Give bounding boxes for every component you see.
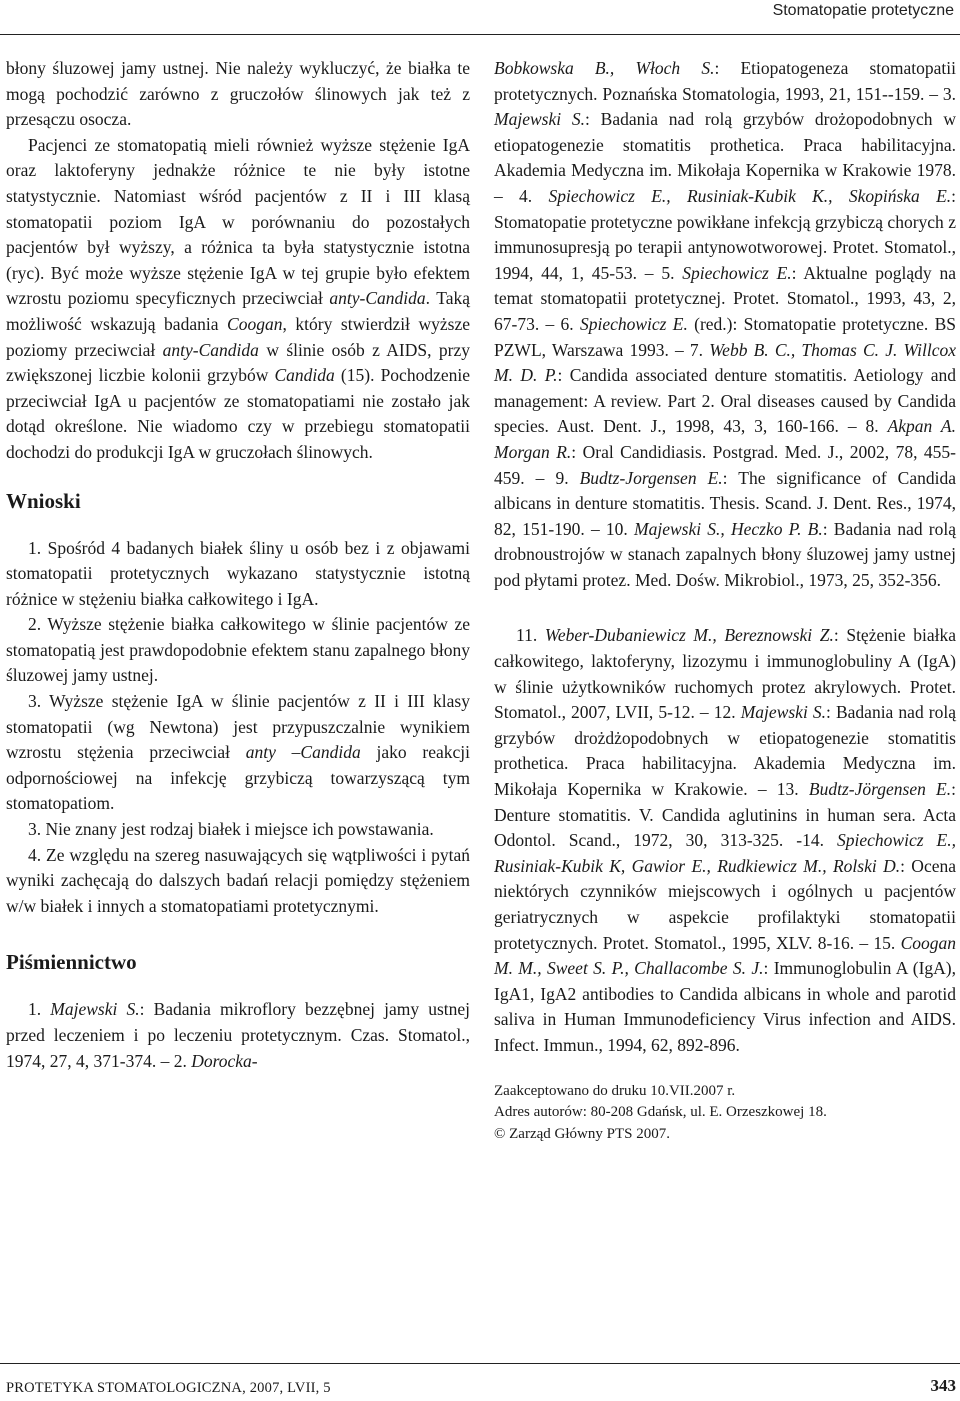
right-column bbox=[494, 56, 956, 1145]
journal-footer: PROTETYKA STOMATOLOGICZNA, 2007, LVII, 5 bbox=[6, 1380, 331, 1396]
reference-list: 1. Majewski S.: Badania mikroflory bezzębnej jamy ustnej przed leczeniem i po leczeniu protetycznym. Czas. Stomatol., 1974, 27, 4, 371-374. – 2. Dorocka- bbox=[6, 999, 471, 1071]
footer-rule bbox=[0, 1363, 960, 1364]
reference-list: Bobkowska B., Włoch S.: Etiopatogeneza stomatopatii protetycznych. Poznańska Stomatologia, 1993, 21, 151--159. – 3. Majewski S.: Badania nad rolą grzybów drożopodobnych w etiopatogenezie stomatitis prothetica. Praca habilitacyjna. Akademia Medyczna im. Mikołaja Kopernika w Krakowie 1978. – 4. Spiechowicz E., Rusiniak-Kubik K., Skopińska E.: Stomatopatie protetyczne powikłane infekcją grzybiczą chorych z immunosupresją po terapii antynowotworowej. Protet. Stomatol., 1994, 44, 1, 45-53. – 5. Spiechowicz E.: Aktualne poglądy na temat stomatopatii protetycznej. Protet. Stomatol., 1993, 43, 2, 67-73. – 6. Spiechowicz E. (red.): Stomatopatie protetyczne. BS PZWL, Warszawa 1993. – 7. Webb B. C., Thomas C. J. Willcox M. D. P.: Candida associated denture stomatitis. Aetiology and management: A review. Part 2. Oral diseases caused by Candida species. Aust. Dent. J., 1998, 43, 3, 160-166. – 8. Akpan A. Morgan R.: Oral Candidiasis. Postgrad. Med. J., 2002, 78, 455-459. – 9. Budtz-Jorgensen E.: The significance of Candida albicans in denture stomatitis. Thesis. Scand. J. Dent. Res., 1974, 82, 151-190. – 10. Majewski S., Heczko P. B.: Badania nad rolą drobnoustrojów w stanach zapalnych błony śluzowej jamy ustnej pod płytami protez. Med. Dośw. Mikrobiol., 1973, 25, 352-356. bbox=[494, 58, 957, 590]
acceptance-note: Zaakceptowano do druku 10.VII.2007 r. bbox=[494, 1082, 736, 1099]
author-address: Adres autorów: 80-208 Gdańsk, ul. E. Orzeszkowej 18. bbox=[494, 1104, 827, 1121]
conclusion-item: 1. Spośród 4 badanych białek śliny u osób bez i z objawami stomatopatii protetycznych wykazano statystycznie istotną różnice w stężeniu białka całkowitego i IgA. bbox=[6, 537, 470, 609]
running-head: Stomatopatie protetyczne bbox=[772, 2, 954, 19]
conclusion-item: 4. Ze względu na szereg nasuwających się wątpliwości i pytań wyniki zachęcają do dalszych badań relacji pomiędzy stężeniem w/w białek i innych a stomatopatiami protetycznymi. bbox=[6, 844, 470, 916]
section-heading-wnioski: Wnioski bbox=[6, 488, 81, 513]
copyright-note: © Zarząd Główny PTS 2007. bbox=[494, 1125, 670, 1142]
paragraph: błony śluzowej jamy ustnej. Nie należy wykluczyć, że białka te mogą pochodzić zarówno z gruczołów ślinowych jak też z przesączu osocza. bbox=[6, 58, 470, 130]
conclusion-item: 3. Nie znany jest rodzaj białek i miejsce ich powstawania. bbox=[28, 819, 434, 840]
conclusion-item: 3. Wyższe stężenie IgA w ślinie pacjentów z II i III klasy stomatopatii (wg Newtona) jest przypuszczalnie wynikiem wzrostu stężenia przeciwciał anty –Candida jako reakcji odpornościowej na infekcję grzybiczą towarzyszącą tym stomatopatiom. bbox=[6, 691, 470, 814]
left-column bbox=[6, 56, 470, 1074]
reference-list: 11. Weber-Dubaniewicz M., Bereznowski Z.: Stężenie białka całkowitego, laktoferyny, lizozymu i immunoglobuliny A (IgA) w ślinie użytkowników ruchomych protez akrylowych. Protet. Stomatol., 2007, LVII, 5-12. – 12. Majewski S.: Badania nad rolą grzybów drożdżopodobnych w etiopatogenezie stomatitis prothetica. Praca habilitacyjna. Akademia Medyczna im. Mikołaja Kopernika w Krakowie. – 13. Budtz-Jörgensen E.: Denture stomatitis. V. Candida aglutinins in human sera. Acta Odontol. Scand., 1972, 30, 313-325. -14. Spiechowicz E., Rusiniak-Kubik K, Gawior E., Rudkiewicz M., Rolski D.: Ocena niektórych czynników miejscowych i ogólnych u pacjentów geriatrycznych w aspekcie profilaktyki stomatopatii protetycznych. Protet. Stomatol., 1995, XLV. 8-16. – 15. Coogan M. M., Sweet S. P., Challacombe S. J.: Immunoglobulin A (IgA), IgA1, IgA2 antibodies to Candida albicans in whole and parotid saliva in Human Immunodeficiency Virus infection and AIDS. Infect. Immun., 1994, 62, 892-896. bbox=[494, 625, 957, 1055]
paragraph: Pacjenci ze stomatopatią mieli również wyższe stężenie IgA oraz laktoferyny jednakże różnice te nie były istotne statystycznie. Natomiast wśród pacjentów z II i III klasą stomatopatii poziom IgA w porównaniu do pozostałych pacjentów był wyższy, a różnica ta była statystycznie istotna (ryc). Być może wyższe stężenie IgA w tej grupie było efektem wzrostu poziomu specyficznych przeciwciał anty-Candida. Taką możliwość wskazują badania Coogan, który stwierdził wyższe poziomy przeciwciał anty-Candida w ślinie osób z AIDS, przy zwiększonej liczbie kolonii grzybów Candida (15). Pochodzenie przeciwciał IgA u pacjentów ze stomatopatiami nie zostało jak dotąd określone. Nie wiadomo czy w przebiegu stomatopatii dochodzi do produkcji IgA w gruczołach ślinowych. bbox=[6, 134, 470, 462]
page-number: 343 bbox=[930, 1376, 956, 1395]
section-heading-pismiennictwo: Piśmiennictwo bbox=[6, 950, 137, 975]
header-rule bbox=[0, 34, 960, 35]
conclusion-item: 2. Wyższe stężenie białka całkowitego w ślinie pacjentów ze stomatopatią jest prawdopodobnie efektem stanu zapalnego błony śluzowej jamy ustnej. bbox=[6, 614, 470, 686]
